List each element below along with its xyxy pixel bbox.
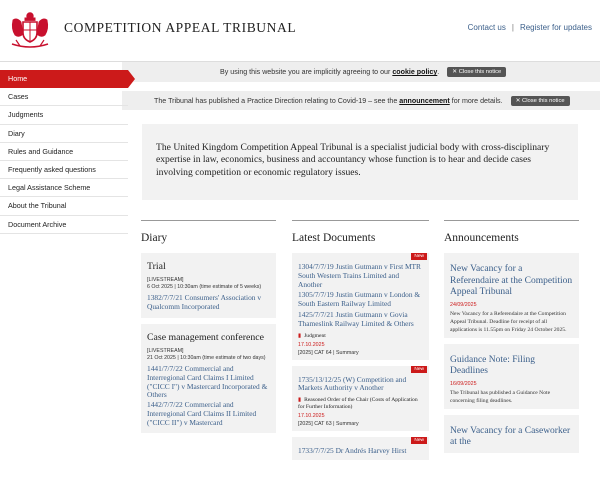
close-cookie-notice-button[interactable]: ✕ Close this notice: [447, 67, 506, 77]
close-covid-notice-button[interactable]: ✕ Close this notice: [511, 96, 570, 106]
livestream-tag: [LIVESTREAM]: [147, 277, 184, 283]
site-title[interactable]: COMPETITION APPEAL TRIBUNAL: [64, 20, 297, 35]
document-icon: ▮: [298, 332, 302, 339]
cookie-notice: [122, 62, 600, 82]
case-link[interactable]: 1735/13/12/25 (W) Competition and Markets Authority v Another: [298, 374, 407, 393]
announcement-title[interactable]: New Vacancy for a Referendaire at the Competition Appeal Tribunal: [450, 264, 573, 297]
divider: [141, 220, 276, 221]
new-badge: New: [411, 253, 427, 260]
diary-card-time: 21 Oct 2025 | 10:30am (time estimate of two days): [147, 354, 266, 361]
sidebar-item-document-archive[interactable]: Document Archive: [0, 216, 128, 234]
announcement-title[interactable]: New Vacancy for a Caseworker at the: [450, 425, 571, 447]
case-link[interactable]: 1425/7/7/21 Justin Gutmann v Govia Thameslink Railway Limited & Others: [298, 309, 414, 328]
sidebar-item-rules-and-guidance[interactable]: Rules and Guidance: [0, 143, 128, 161]
document-citation[interactable]: [2025] CAT 64 | Summary: [298, 349, 359, 356]
announcement-body: New Vacancy for a Referendaire at the Competition Appeal Tribunal. Deadline for receipt of all applications is 11.55pm on Friday 24 October 2025.: [450, 310, 567, 333]
document-card: [292, 253, 429, 360]
new-badge: New: [411, 437, 427, 444]
divider: [444, 220, 579, 221]
case-link[interactable]: 1733/7/7/25 Dr Andrés Harvey Hirst: [298, 446, 407, 456]
announcement-card: [444, 253, 579, 338]
document-type[interactable]: [298, 397, 423, 411]
announcements-heading[interactable]: Announcements: [444, 232, 519, 244]
sidebar-item-faq[interactable]: Frequently asked questions: [0, 161, 128, 179]
case-link[interactable]: 1304/7/7/19 Justin Gutmann v First MTR South Western Trains Limited and Another: [298, 262, 421, 289]
header-separator: |: [511, 23, 514, 32]
document-citation[interactable]: [2025] CAT 63 | Summary: [298, 421, 359, 428]
site-header: [0, 0, 600, 62]
covid-notice: [122, 91, 600, 110]
header-links: [468, 23, 592, 32]
sidebar-item-about[interactable]: About the Tribunal: [0, 197, 128, 215]
case-link[interactable]: 1441/7/7/22 Commercial and Interregional Card Claims I Limited ("CICC I") v Mastercard Incorporated & Others: [147, 363, 268, 400]
divider: [292, 220, 429, 221]
intro-text: The United Kingdom Competition Appeal Tribunal is a specialist judicial body with cross-disciplinary expertise in law, economics, business and accountancy whose function is to hear and decide cases involving competition or economic regulatory issues.: [156, 142, 550, 178]
announcement-link[interactable]: announcement: [399, 96, 450, 105]
document-card: [292, 437, 429, 460]
announcement-date: 16/09/2025: [450, 380, 477, 387]
announcement-card: [444, 415, 579, 453]
announcement-card: [444, 344, 579, 409]
intro-panel: [142, 124, 578, 200]
diary-card-title: Case management conference: [147, 332, 264, 343]
sidebar-item-cases[interactable]: Cases: [0, 88, 128, 106]
diary-column: [141, 220, 276, 433]
cookie-policy-link[interactable]: cookie policy: [392, 68, 438, 76]
sidebar-item-legal-assistance[interactable]: Legal Assistance Scheme: [0, 179, 128, 197]
covid-notice-end: for more details.: [451, 96, 503, 105]
announcement-body: The Tribunal has published a Guidance Note concerning filing deadlines.: [450, 389, 551, 404]
document-type-label: Reasoned Order of the Chair (Costs of Application for Further Information): [298, 397, 418, 411]
document-card: [292, 366, 429, 432]
sidebar-nav: [0, 70, 128, 234]
case-link[interactable]: 1382/7/7/21 Consumers' Association v Qualcomm Incorporated: [147, 293, 262, 312]
sidebar-item-judgments[interactable]: Judgments: [0, 106, 128, 124]
document-type-label: Judgment: [304, 332, 326, 339]
latest-documents-column: [292, 220, 429, 460]
diary-card-time: 6 Oct 2025 | 10:30am (time estimate of 5 weeks): [147, 284, 262, 291]
contact-us-link[interactable]: Contact us: [467, 23, 506, 32]
new-badge: New: [411, 366, 427, 373]
register-for-updates-link[interactable]: Register for updates: [519, 23, 592, 32]
livestream-tag: [LIVESTREAM]: [147, 347, 184, 354]
royal-crest-icon[interactable]: [8, 10, 52, 50]
document-icon: ▮: [298, 397, 302, 404]
case-link[interactable]: 1305/7/7/19 Justin Gutmann v London & South Eastern Railway Limited: [298, 290, 421, 309]
diary-card-title: Trial: [147, 261, 166, 272]
cookie-notice-end: .: [437, 68, 440, 76]
diary-heading[interactable]: Diary: [141, 232, 168, 244]
document-type[interactable]: [298, 333, 423, 340]
latest-documents-heading[interactable]: Latest Documents: [292, 232, 376, 244]
cookie-notice-text: By using this website you are implicitly agreeing to our: [220, 68, 391, 76]
document-date: 17.10.2025: [298, 341, 325, 348]
covid-notice-text: The Tribunal has published a Practice Direction relating to Covid-19 – see the: [154, 96, 398, 105]
announcement-title[interactable]: Guidance Note: Filing Deadlines: [450, 354, 535, 376]
sidebar-item-diary[interactable]: Diary: [0, 125, 128, 143]
announcements-column: [444, 220, 579, 453]
case-link[interactable]: 1442/7/7/22 Commercial and Interregional Card Claims II Limited ("CICC II") v Mastercard: [147, 400, 257, 427]
document-date: 17.10.2025: [298, 413, 325, 420]
sidebar-item-home[interactable]: Home: [0, 70, 128, 88]
diary-card: [141, 253, 276, 318]
diary-card: [141, 324, 276, 433]
announcement-date: 24/09/2025: [450, 301, 477, 308]
